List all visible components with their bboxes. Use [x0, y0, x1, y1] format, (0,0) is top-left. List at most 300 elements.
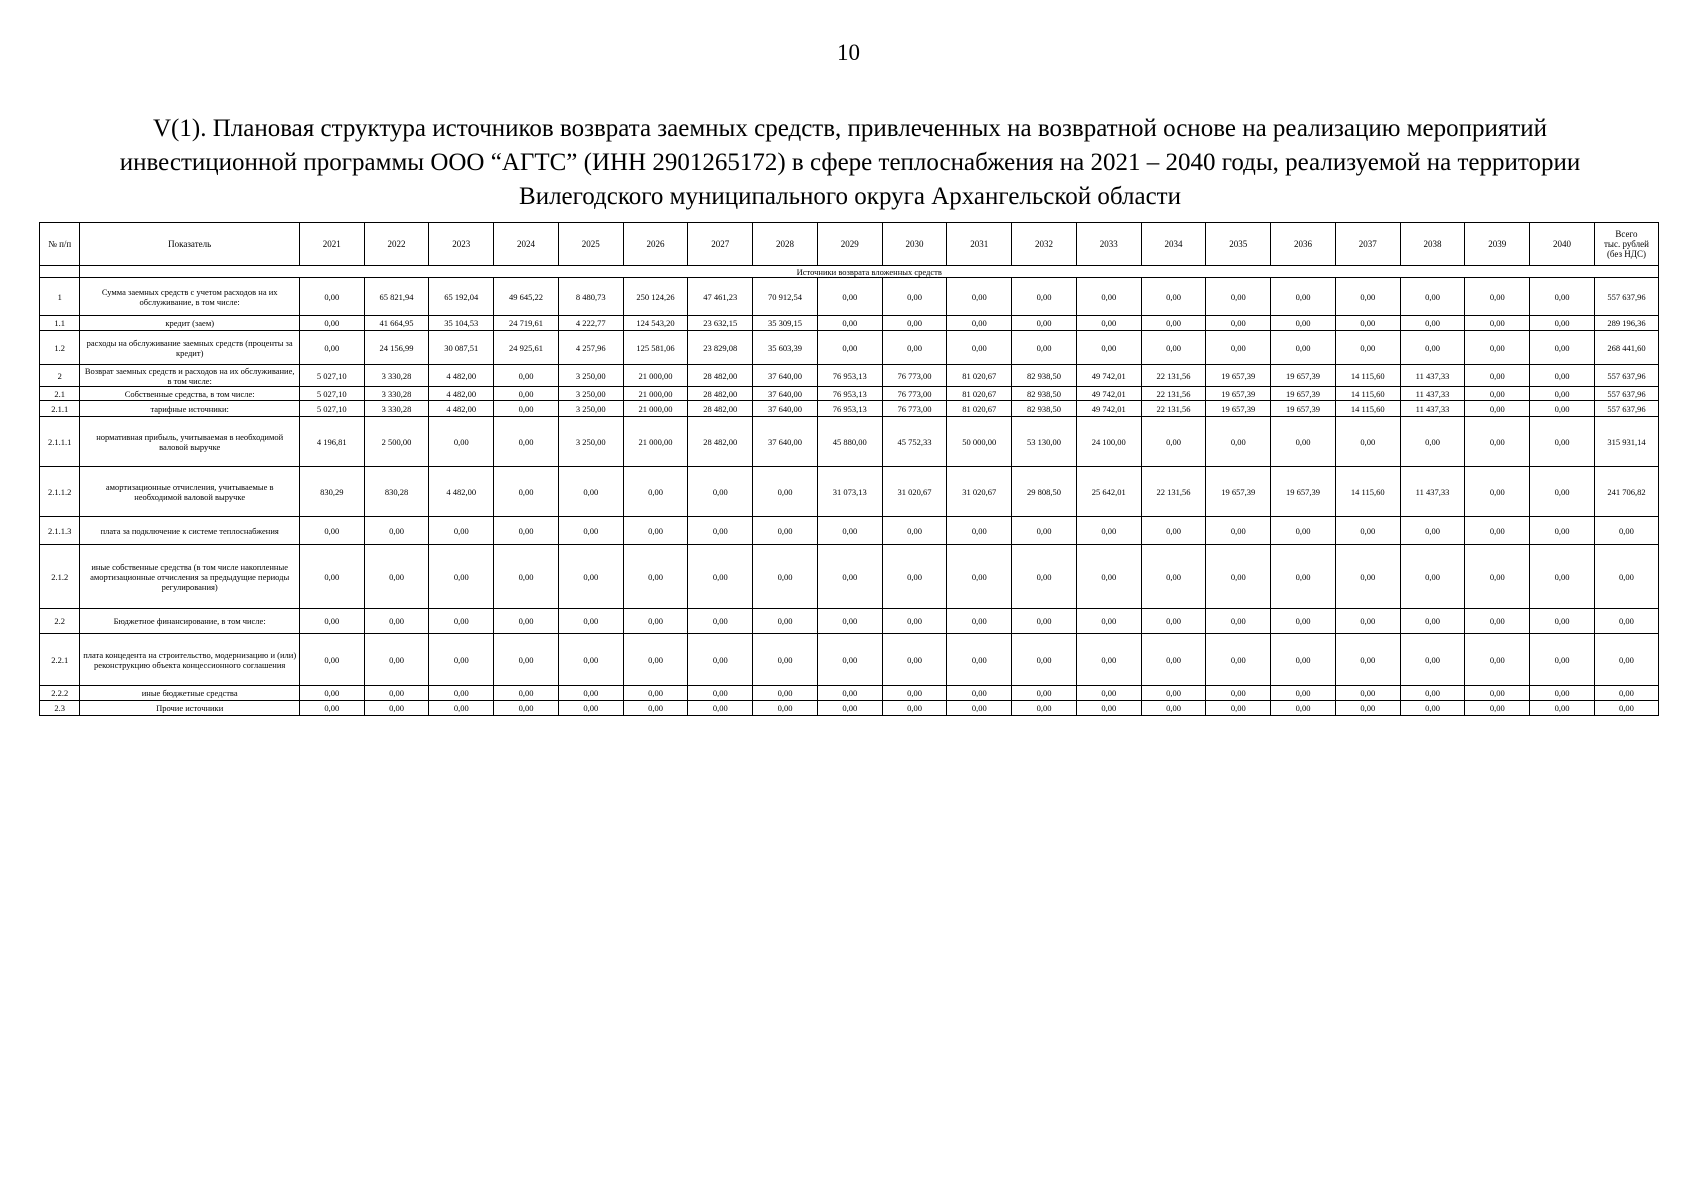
value-cell: 3 250,00	[558, 365, 623, 387]
value-cell: 0,00	[1530, 387, 1595, 401]
row-total-cell: 0,00	[1594, 634, 1658, 686]
value-cell: 47 461,23	[688, 278, 753, 316]
value-cell: 24 156,99	[364, 331, 429, 365]
value-cell: 0,00	[1076, 701, 1141, 716]
value-cell: 0,00	[1141, 517, 1206, 545]
sources-table	[39, 222, 1659, 716]
value-cell: 0,00	[1012, 517, 1077, 545]
value-cell: 82 938,50	[1012, 387, 1077, 401]
value-cell: 0,00	[1465, 365, 1530, 387]
row-label: расходы на обслуживание заемных средств (проценты за кредит)	[80, 331, 299, 365]
value-cell: 41 664,95	[364, 316, 429, 331]
value-cell: 0,00	[299, 609, 364, 634]
value-cell: 82 938,50	[1012, 365, 1077, 387]
value-cell: 45 752,33	[882, 417, 947, 467]
value-cell: 0,00	[494, 634, 559, 686]
value-cell: 76 773,00	[882, 401, 947, 417]
value-cell: 0,00	[947, 331, 1012, 365]
row-number: 2.1.1.2	[40, 467, 80, 517]
value-cell: 65 821,94	[364, 278, 429, 316]
value-cell: 0,00	[1465, 417, 1530, 467]
value-cell: 5 027,10	[299, 365, 364, 387]
row-label: Бюджетное финансирование, в том числе:	[80, 609, 299, 634]
header-year: 2030	[882, 223, 947, 266]
value-cell: 0,00	[1206, 609, 1271, 634]
value-cell: 0,00	[882, 331, 947, 365]
value-cell: 4 482,00	[429, 387, 494, 401]
value-cell: 0,00	[1465, 609, 1530, 634]
value-cell: 0,00	[494, 517, 559, 545]
value-cell: 45 880,00	[817, 417, 882, 467]
value-cell: 21 000,00	[623, 417, 688, 467]
value-cell: 50 000,00	[947, 417, 1012, 467]
value-cell: 0,00	[1335, 634, 1400, 686]
value-cell: 0,00	[364, 686, 429, 701]
row-number: 2.3	[40, 701, 80, 716]
value-cell: 0,00	[1465, 686, 1530, 701]
value-cell: 0,00	[494, 417, 559, 467]
value-cell: 0,00	[1335, 316, 1400, 331]
row-number: 1.1	[40, 316, 80, 331]
value-cell: 0,00	[1141, 701, 1206, 716]
value-cell: 0,00	[558, 701, 623, 716]
value-cell: 0,00	[1141, 634, 1206, 686]
value-cell: 0,00	[1206, 278, 1271, 316]
value-cell: 0,00	[429, 701, 494, 716]
header-year: 2037	[1335, 223, 1400, 266]
value-cell: 11 437,33	[1400, 467, 1465, 517]
value-cell: 0,00	[1530, 686, 1595, 701]
value-cell: 0,00	[947, 609, 1012, 634]
value-cell: 37 640,00	[753, 387, 818, 401]
value-cell: 14 115,60	[1335, 387, 1400, 401]
row-number: 2.1	[40, 387, 80, 401]
table-row	[40, 467, 1659, 517]
row-number: 2	[40, 365, 80, 387]
value-cell: 0,00	[1335, 545, 1400, 609]
table-row	[40, 387, 1659, 401]
value-cell: 0,00	[299, 316, 364, 331]
section-row	[40, 266, 1659, 278]
value-cell: 28 482,00	[688, 417, 753, 467]
value-cell: 24 719,61	[494, 316, 559, 331]
value-cell: 0,00	[494, 401, 559, 417]
value-cell: 5 027,10	[299, 401, 364, 417]
value-cell: 0,00	[1335, 331, 1400, 365]
table-row	[40, 401, 1659, 417]
value-cell: 25 642,01	[1076, 467, 1141, 517]
value-cell: 0,00	[1076, 316, 1141, 331]
value-cell: 0,00	[1465, 278, 1530, 316]
value-cell: 4 482,00	[429, 401, 494, 417]
value-cell: 0,00	[882, 278, 947, 316]
value-cell: 0,00	[1206, 417, 1271, 467]
value-cell: 0,00	[1271, 545, 1336, 609]
header-indicator: Показатель	[80, 223, 299, 266]
value-cell: 0,00	[1206, 316, 1271, 331]
header-year: 2034	[1141, 223, 1206, 266]
row-label: плата за подключение к системе теплоснабжения	[80, 517, 299, 545]
value-cell: 0,00	[1012, 331, 1077, 365]
value-cell: 19 657,39	[1206, 365, 1271, 387]
value-cell: 4 482,00	[429, 365, 494, 387]
value-cell: 0,00	[1465, 634, 1530, 686]
section-title: Источники возврата вложенных средств	[80, 266, 1659, 278]
value-cell: 0,00	[1141, 417, 1206, 467]
value-cell: 0,00	[1141, 609, 1206, 634]
value-cell: 830,28	[364, 467, 429, 517]
value-cell: 0,00	[558, 609, 623, 634]
value-cell: 0,00	[1012, 634, 1077, 686]
row-number: 2.1.1	[40, 401, 80, 417]
value-cell: 0,00	[1400, 417, 1465, 467]
value-cell: 0,00	[882, 545, 947, 609]
value-cell: 0,00	[558, 517, 623, 545]
value-cell: 35 309,15	[753, 316, 818, 331]
header-year: 2023	[429, 223, 494, 266]
title-line-3: Вилегодского муниципального округа Архангельской области	[519, 183, 1181, 210]
value-cell: 81 020,67	[947, 401, 1012, 417]
value-cell: 31 020,67	[947, 467, 1012, 517]
row-label: кредит (заем)	[80, 316, 299, 331]
value-cell: 24 925,61	[494, 331, 559, 365]
value-cell: 0,00	[688, 517, 753, 545]
header-num: № п/п	[40, 223, 80, 266]
value-cell: 0,00	[1271, 316, 1336, 331]
value-cell: 65 192,04	[429, 278, 494, 316]
value-cell: 0,00	[1530, 545, 1595, 609]
value-cell: 37 640,00	[753, 417, 818, 467]
value-cell: 0,00	[558, 686, 623, 701]
header-year: 2032	[1012, 223, 1077, 266]
value-cell: 11 437,33	[1400, 387, 1465, 401]
header-year: 2039	[1465, 223, 1530, 266]
value-cell: 0,00	[1530, 401, 1595, 417]
value-cell: 0,00	[817, 701, 882, 716]
value-cell: 0,00	[1271, 609, 1336, 634]
value-cell: 0,00	[947, 316, 1012, 331]
value-cell: 19 657,39	[1271, 365, 1336, 387]
value-cell: 0,00	[1530, 278, 1595, 316]
value-cell: 31 020,67	[882, 467, 947, 517]
value-cell: 14 115,60	[1335, 365, 1400, 387]
value-cell: 0,00	[1465, 545, 1530, 609]
row-label: тарифные источники:	[80, 401, 299, 417]
value-cell: 0,00	[1012, 278, 1077, 316]
value-cell: 0,00	[623, 545, 688, 609]
value-cell: 0,00	[882, 701, 947, 716]
row-total-cell: 557 637,96	[1594, 365, 1658, 387]
value-cell: 0,00	[623, 701, 688, 716]
value-cell: 70 912,54	[753, 278, 818, 316]
row-number: 2.2.1	[40, 634, 80, 686]
row-total-cell: 268 441,60	[1594, 331, 1658, 365]
table-row	[40, 545, 1659, 609]
value-cell: 0,00	[1012, 701, 1077, 716]
value-cell: 0,00	[753, 517, 818, 545]
value-cell: 37 640,00	[753, 365, 818, 387]
value-cell: 0,00	[1206, 686, 1271, 701]
value-cell: 4 257,96	[558, 331, 623, 365]
value-cell: 0,00	[1335, 417, 1400, 467]
value-cell: 5 027,10	[299, 387, 364, 401]
value-cell: 0,00	[299, 517, 364, 545]
row-number: 2.2.2	[40, 686, 80, 701]
value-cell: 0,00	[1141, 545, 1206, 609]
header-year: 2025	[558, 223, 623, 266]
header-year: 2038	[1400, 223, 1465, 266]
value-cell: 0,00	[494, 545, 559, 609]
value-cell: 0,00	[1530, 365, 1595, 387]
value-cell: 0,00	[1465, 467, 1530, 517]
value-cell: 0,00	[299, 686, 364, 701]
value-cell: 49 742,01	[1076, 365, 1141, 387]
value-cell: 0,00	[817, 278, 882, 316]
table-row	[40, 331, 1659, 365]
section-empty-cell	[40, 266, 80, 278]
value-cell: 830,29	[299, 467, 364, 517]
value-cell: 0,00	[688, 545, 753, 609]
header-year: 2026	[623, 223, 688, 266]
value-cell: 23 632,15	[688, 316, 753, 331]
page-number: 10	[837, 40, 860, 65]
value-cell: 23 829,08	[688, 331, 753, 365]
value-cell: 0,00	[1012, 686, 1077, 701]
value-cell: 21 000,00	[623, 401, 688, 417]
value-cell: 0,00	[1206, 701, 1271, 716]
value-cell: 0,00	[882, 517, 947, 545]
value-cell: 19 657,39	[1206, 387, 1271, 401]
value-cell: 0,00	[1400, 634, 1465, 686]
value-cell: 0,00	[1530, 467, 1595, 517]
value-cell: 0,00	[688, 701, 753, 716]
value-cell: 0,00	[429, 609, 494, 634]
header-year: 2021	[299, 223, 364, 266]
row-number: 2.1.2	[40, 545, 80, 609]
value-cell: 0,00	[1400, 701, 1465, 716]
value-cell: 0,00	[1465, 331, 1530, 365]
row-label: Собственные средства, в том числе:	[80, 387, 299, 401]
value-cell: 76 773,00	[882, 365, 947, 387]
value-cell: 0,00	[1465, 316, 1530, 331]
value-cell: 0,00	[364, 545, 429, 609]
value-cell: 0,00	[1141, 331, 1206, 365]
value-cell: 0,00	[494, 387, 559, 401]
value-cell: 35 104,53	[429, 316, 494, 331]
row-label: Сумма заемных средств с учетом расходов на их обслуживание, в том числе:	[80, 278, 299, 316]
value-cell: 0,00	[1530, 609, 1595, 634]
row-label: амортизационные отчисления, учитываемые в необходимой валовой выручке	[80, 467, 299, 517]
value-cell: 21 000,00	[623, 387, 688, 401]
title-line-1: V(1). Плановая структура источников возврата заемных средств, привлеченных на возвратной основе на реализацию мероприятий	[152, 115, 1548, 142]
value-cell: 0,00	[1335, 609, 1400, 634]
value-cell: 53 130,00	[1012, 417, 1077, 467]
row-total-cell: 557 637,96	[1594, 401, 1658, 417]
value-cell: 0,00	[1465, 387, 1530, 401]
value-cell: 0,00	[753, 701, 818, 716]
value-cell: 0,00	[947, 517, 1012, 545]
value-cell: 0,00	[364, 517, 429, 545]
table-row	[40, 701, 1659, 716]
row-number: 2.1.1.1	[40, 417, 80, 467]
value-cell: 0,00	[299, 331, 364, 365]
value-cell: 76 953,13	[817, 387, 882, 401]
value-cell: 0,00	[882, 609, 947, 634]
header-total-line: Всего	[1615, 229, 1638, 239]
row-total-cell: 0,00	[1594, 701, 1658, 716]
value-cell: 0,00	[494, 609, 559, 634]
value-cell: 0,00	[1530, 517, 1595, 545]
value-cell: 49 742,01	[1076, 387, 1141, 401]
value-cell: 49 645,22	[494, 278, 559, 316]
value-cell: 19 657,39	[1271, 467, 1336, 517]
value-cell: 0,00	[623, 517, 688, 545]
value-cell: 0,00	[429, 417, 494, 467]
value-cell: 125 581,06	[623, 331, 688, 365]
value-cell: 0,00	[429, 634, 494, 686]
header-year: 2029	[817, 223, 882, 266]
row-number: 1.2	[40, 331, 80, 365]
value-cell: 76 773,00	[882, 387, 947, 401]
row-total-cell: 0,00	[1594, 686, 1658, 701]
row-total-cell: 289 196,36	[1594, 316, 1658, 331]
value-cell: 11 437,33	[1400, 401, 1465, 417]
value-cell: 19 657,39	[1206, 467, 1271, 517]
header-year: 2036	[1271, 223, 1336, 266]
value-cell: 0,00	[1271, 331, 1336, 365]
value-cell: 0,00	[1465, 517, 1530, 545]
value-cell: 0,00	[299, 701, 364, 716]
value-cell: 0,00	[429, 545, 494, 609]
value-cell: 3 250,00	[558, 401, 623, 417]
value-cell: 29 808,50	[1012, 467, 1077, 517]
table-row	[40, 316, 1659, 331]
value-cell: 0,00	[1076, 517, 1141, 545]
value-cell: 19 657,39	[1271, 387, 1336, 401]
value-cell: 0,00	[753, 467, 818, 517]
value-cell: 0,00	[494, 467, 559, 517]
table-row	[40, 517, 1659, 545]
value-cell: 0,00	[817, 331, 882, 365]
value-cell: 0,00	[817, 609, 882, 634]
value-cell: 0,00	[494, 701, 559, 716]
value-cell: 14 115,60	[1335, 467, 1400, 517]
row-total-cell: 241 706,82	[1594, 467, 1658, 517]
value-cell: 0,00	[1400, 686, 1465, 701]
value-cell: 22 131,56	[1141, 467, 1206, 517]
row-total-cell: 0,00	[1594, 545, 1658, 609]
value-cell: 0,00	[1012, 545, 1077, 609]
value-cell: 24 100,00	[1076, 417, 1141, 467]
value-cell: 0,00	[558, 467, 623, 517]
value-cell: 0,00	[1400, 331, 1465, 365]
value-cell: 37 640,00	[753, 401, 818, 417]
value-cell: 0,00	[753, 634, 818, 686]
table-row	[40, 417, 1659, 467]
header-year: 2033	[1076, 223, 1141, 266]
value-cell: 0,00	[1400, 316, 1465, 331]
value-cell: 250 124,26	[623, 278, 688, 316]
value-cell: 14 115,60	[1335, 401, 1400, 417]
value-cell: 0,00	[364, 609, 429, 634]
value-cell: 28 482,00	[688, 365, 753, 387]
value-cell: 0,00	[1400, 609, 1465, 634]
value-cell: 0,00	[623, 467, 688, 517]
value-cell: 4 196,81	[299, 417, 364, 467]
value-cell: 0,00	[1400, 545, 1465, 609]
value-cell: 0,00	[1141, 316, 1206, 331]
row-total-cell: 557 637,96	[1594, 278, 1658, 316]
row-label: иные собственные средства (в том числе накопленные амортизационные отчисления за предыдущие периоды регулирования)	[80, 545, 299, 609]
value-cell: 81 020,67	[947, 365, 1012, 387]
row-number: 2.2	[40, 609, 80, 634]
value-cell: 35 603,39	[753, 331, 818, 365]
header-year: 2031	[947, 223, 1012, 266]
value-cell: 0,00	[1271, 701, 1336, 716]
value-cell: 19 657,39	[1206, 401, 1271, 417]
value-cell: 0,00	[753, 686, 818, 701]
value-cell: 0,00	[1076, 545, 1141, 609]
value-cell: 0,00	[1076, 686, 1141, 701]
value-cell: 0,00	[1271, 686, 1336, 701]
table-body	[40, 266, 1659, 716]
table-row	[40, 686, 1659, 701]
value-cell: 0,00	[494, 686, 559, 701]
value-cell: 0,00	[817, 517, 882, 545]
value-cell: 0,00	[429, 517, 494, 545]
value-cell: 0,00	[364, 634, 429, 686]
value-cell: 0,00	[364, 701, 429, 716]
value-cell: 22 131,56	[1141, 365, 1206, 387]
value-cell: 22 131,56	[1141, 387, 1206, 401]
page-title	[40, 112, 1660, 214]
value-cell: 0,00	[947, 686, 1012, 701]
value-cell: 0,00	[1206, 545, 1271, 609]
value-cell: 0,00	[1335, 517, 1400, 545]
value-cell: 3 330,28	[364, 401, 429, 417]
value-cell: 0,00	[1206, 517, 1271, 545]
header-year: 2028	[753, 223, 818, 266]
value-cell: 0,00	[882, 686, 947, 701]
value-cell: 0,00	[299, 278, 364, 316]
value-cell: 0,00	[817, 634, 882, 686]
header-total	[1594, 223, 1658, 266]
value-cell: 0,00	[1012, 316, 1077, 331]
row-label: Прочие источники	[80, 701, 299, 716]
header-year: 2040	[1530, 223, 1595, 266]
value-cell: 3 330,28	[364, 387, 429, 401]
value-cell: 0,00	[1206, 634, 1271, 686]
value-cell: 30 087,51	[429, 331, 494, 365]
value-cell: 0,00	[1530, 634, 1595, 686]
row-number: 2.1.1.3	[40, 517, 80, 545]
value-cell: 49 742,01	[1076, 401, 1141, 417]
row-label: нормативная прибыль, учитываемая в необходимой валовой выручке	[80, 417, 299, 467]
header-year: 2022	[364, 223, 429, 266]
value-cell: 0,00	[1465, 701, 1530, 716]
value-cell: 76 953,13	[817, 401, 882, 417]
value-cell: 28 482,00	[688, 387, 753, 401]
value-cell: 82 938,50	[1012, 401, 1077, 417]
value-cell: 0,00	[882, 316, 947, 331]
value-cell: 0,00	[558, 545, 623, 609]
value-cell: 0,00	[947, 278, 1012, 316]
row-total-cell: 315 931,14	[1594, 417, 1658, 467]
value-cell: 0,00	[1465, 401, 1530, 417]
value-cell: 0,00	[1271, 634, 1336, 686]
table-row	[40, 634, 1659, 686]
value-cell: 0,00	[558, 634, 623, 686]
